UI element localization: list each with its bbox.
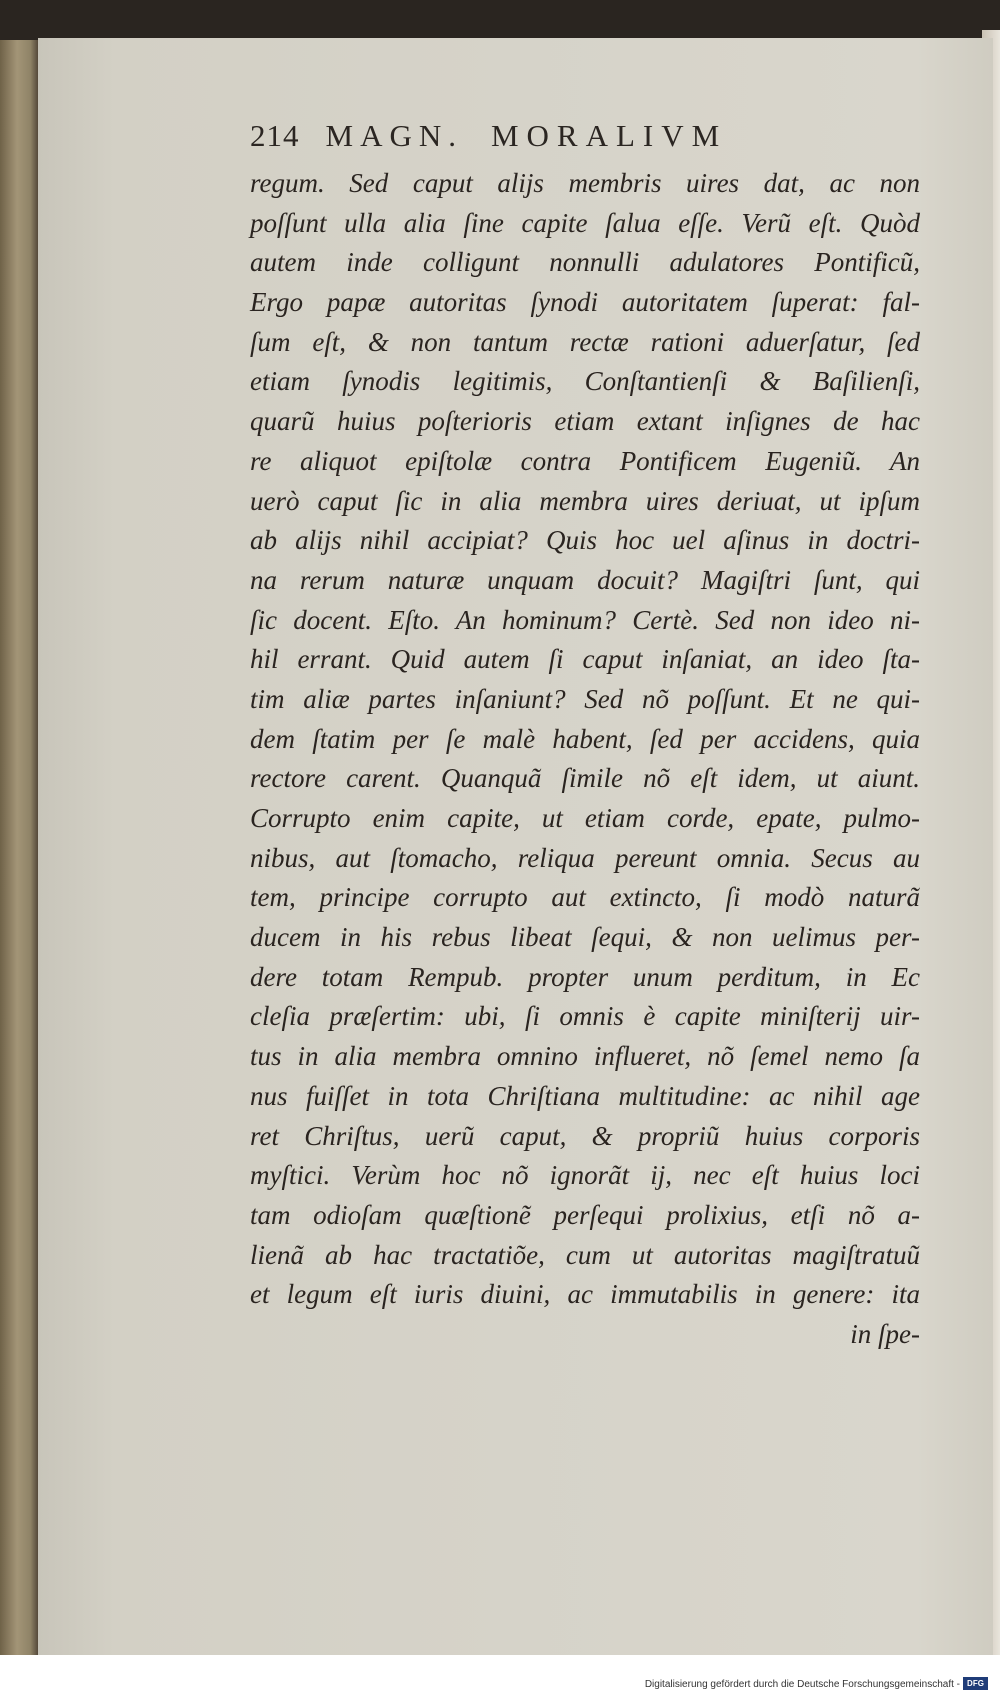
funding-credit: Digitalisierung gefördert durch die Deutsche Forschungsgemeinschaft - bbox=[644, 1679, 960, 1690]
text-line: nibus, aut ſtomacho, reliqua pereunt omnia. Secus au bbox=[250, 842, 920, 873]
catchword: in ſpe- bbox=[850, 1318, 920, 1349]
text-line: Ergo papæ autoritas ſynodi autoritatem ſuperat: fal- bbox=[250, 287, 920, 318]
text-line: uerò caput ſic in alia membra uires deriuat, ut ipſum bbox=[250, 485, 920, 516]
text-line: quarũ huius poſterioris etiam extant inſignes de hac bbox=[250, 406, 920, 437]
text-line: regum. Sed caput alijs membris uires dat, ac non bbox=[250, 168, 920, 198]
book-edge-left bbox=[0, 40, 38, 1655]
text-line: na rerum naturæ unquam docuit? Magiſtri ſunt, qui bbox=[250, 564, 920, 595]
text-line: ducem in his rebus libeat ſequi, & non uelimus per- bbox=[250, 922, 920, 953]
text-line: rectore carent. Quanquã ſimile nõ eſt idem, ut aiunt. bbox=[250, 763, 920, 794]
text-line: ſic docent. Eſto. An hominum? Certè. Sed non ideo ni- bbox=[250, 604, 920, 635]
footer-bar bbox=[0, 1655, 1000, 1696]
text-line: lienã ab hac tractatiõe, cum ut autoritas magiſtratuũ bbox=[250, 1239, 920, 1270]
text-line: Corrupto enim capite, ut etiam corde, epate, pulmo- bbox=[250, 803, 920, 833]
text-line: ab alijs nihil accipiat? Quis hoc uel aſinus in doctri- bbox=[250, 525, 920, 556]
text-line: cleſia præſertim: ubi, ſi omnis è capite miniſterij uir- bbox=[250, 1001, 920, 1032]
text-line: dere totam Rempub. propter unum perditum, in Ec bbox=[250, 961, 920, 992]
text-line: dem ſtatim per ſe malè habent, ſed per accidens, quia bbox=[250, 723, 920, 754]
text-block bbox=[250, 118, 930, 1355]
running-head bbox=[250, 118, 930, 164]
text-line: hil errant. Quid autem ſi caput inſaniat, an ideo ſta- bbox=[250, 644, 920, 675]
text-line: et legum eſt iuris diuini, ac immutabilis in genere: ita bbox=[250, 1279, 920, 1310]
text-line: nus fuiſſet in tota Chriſtiana multitudine: ac nihil age bbox=[250, 1080, 920, 1111]
text-line: tus in alia membra omnino influeret, nõ ſemel nemo ſa bbox=[250, 1041, 920, 1072]
page-number: 214 bbox=[250, 118, 300, 153]
text-line: ret Chriſtus, uerũ caput, & propriũ huius corporis bbox=[250, 1120, 920, 1151]
text-line: myſtici. Verùm hoc nõ ignorãt ij, nec eſt huius loci bbox=[250, 1160, 920, 1191]
text-line: re aliquot epiſtolæ contra Pontificem Eugeniũ. An bbox=[250, 445, 920, 476]
text-line: autem inde colligunt nonnulli adulatores Pontificũ, bbox=[250, 247, 920, 278]
text-line: tem, principe corrupto aut extincto, ſi modò naturã bbox=[250, 882, 920, 913]
text-line: poſſunt ulla alia ſine capite ſalua eſſe. Verũ eſt. Quòd bbox=[250, 207, 920, 238]
text-line: etiam ſynodis legitimis, Conſtantienſi & Baſilienſi, bbox=[250, 366, 920, 397]
text-line: tam odioſam quæſtionẽ perſequi prolixius, etſi nõ a- bbox=[250, 1199, 920, 1230]
running-head-word-2: MORALIVM bbox=[490, 118, 728, 153]
text-line: tim aliæ partes inſaniunt? Sed nõ poſſunt. Et ne qui- bbox=[250, 683, 920, 714]
text-line: ſum eſt, & non tantum rectæ rationi aduerſatur, ſed bbox=[250, 326, 920, 357]
running-head-word-1: MAGN. bbox=[325, 118, 463, 153]
dfg-logo: DFG bbox=[963, 1677, 988, 1690]
